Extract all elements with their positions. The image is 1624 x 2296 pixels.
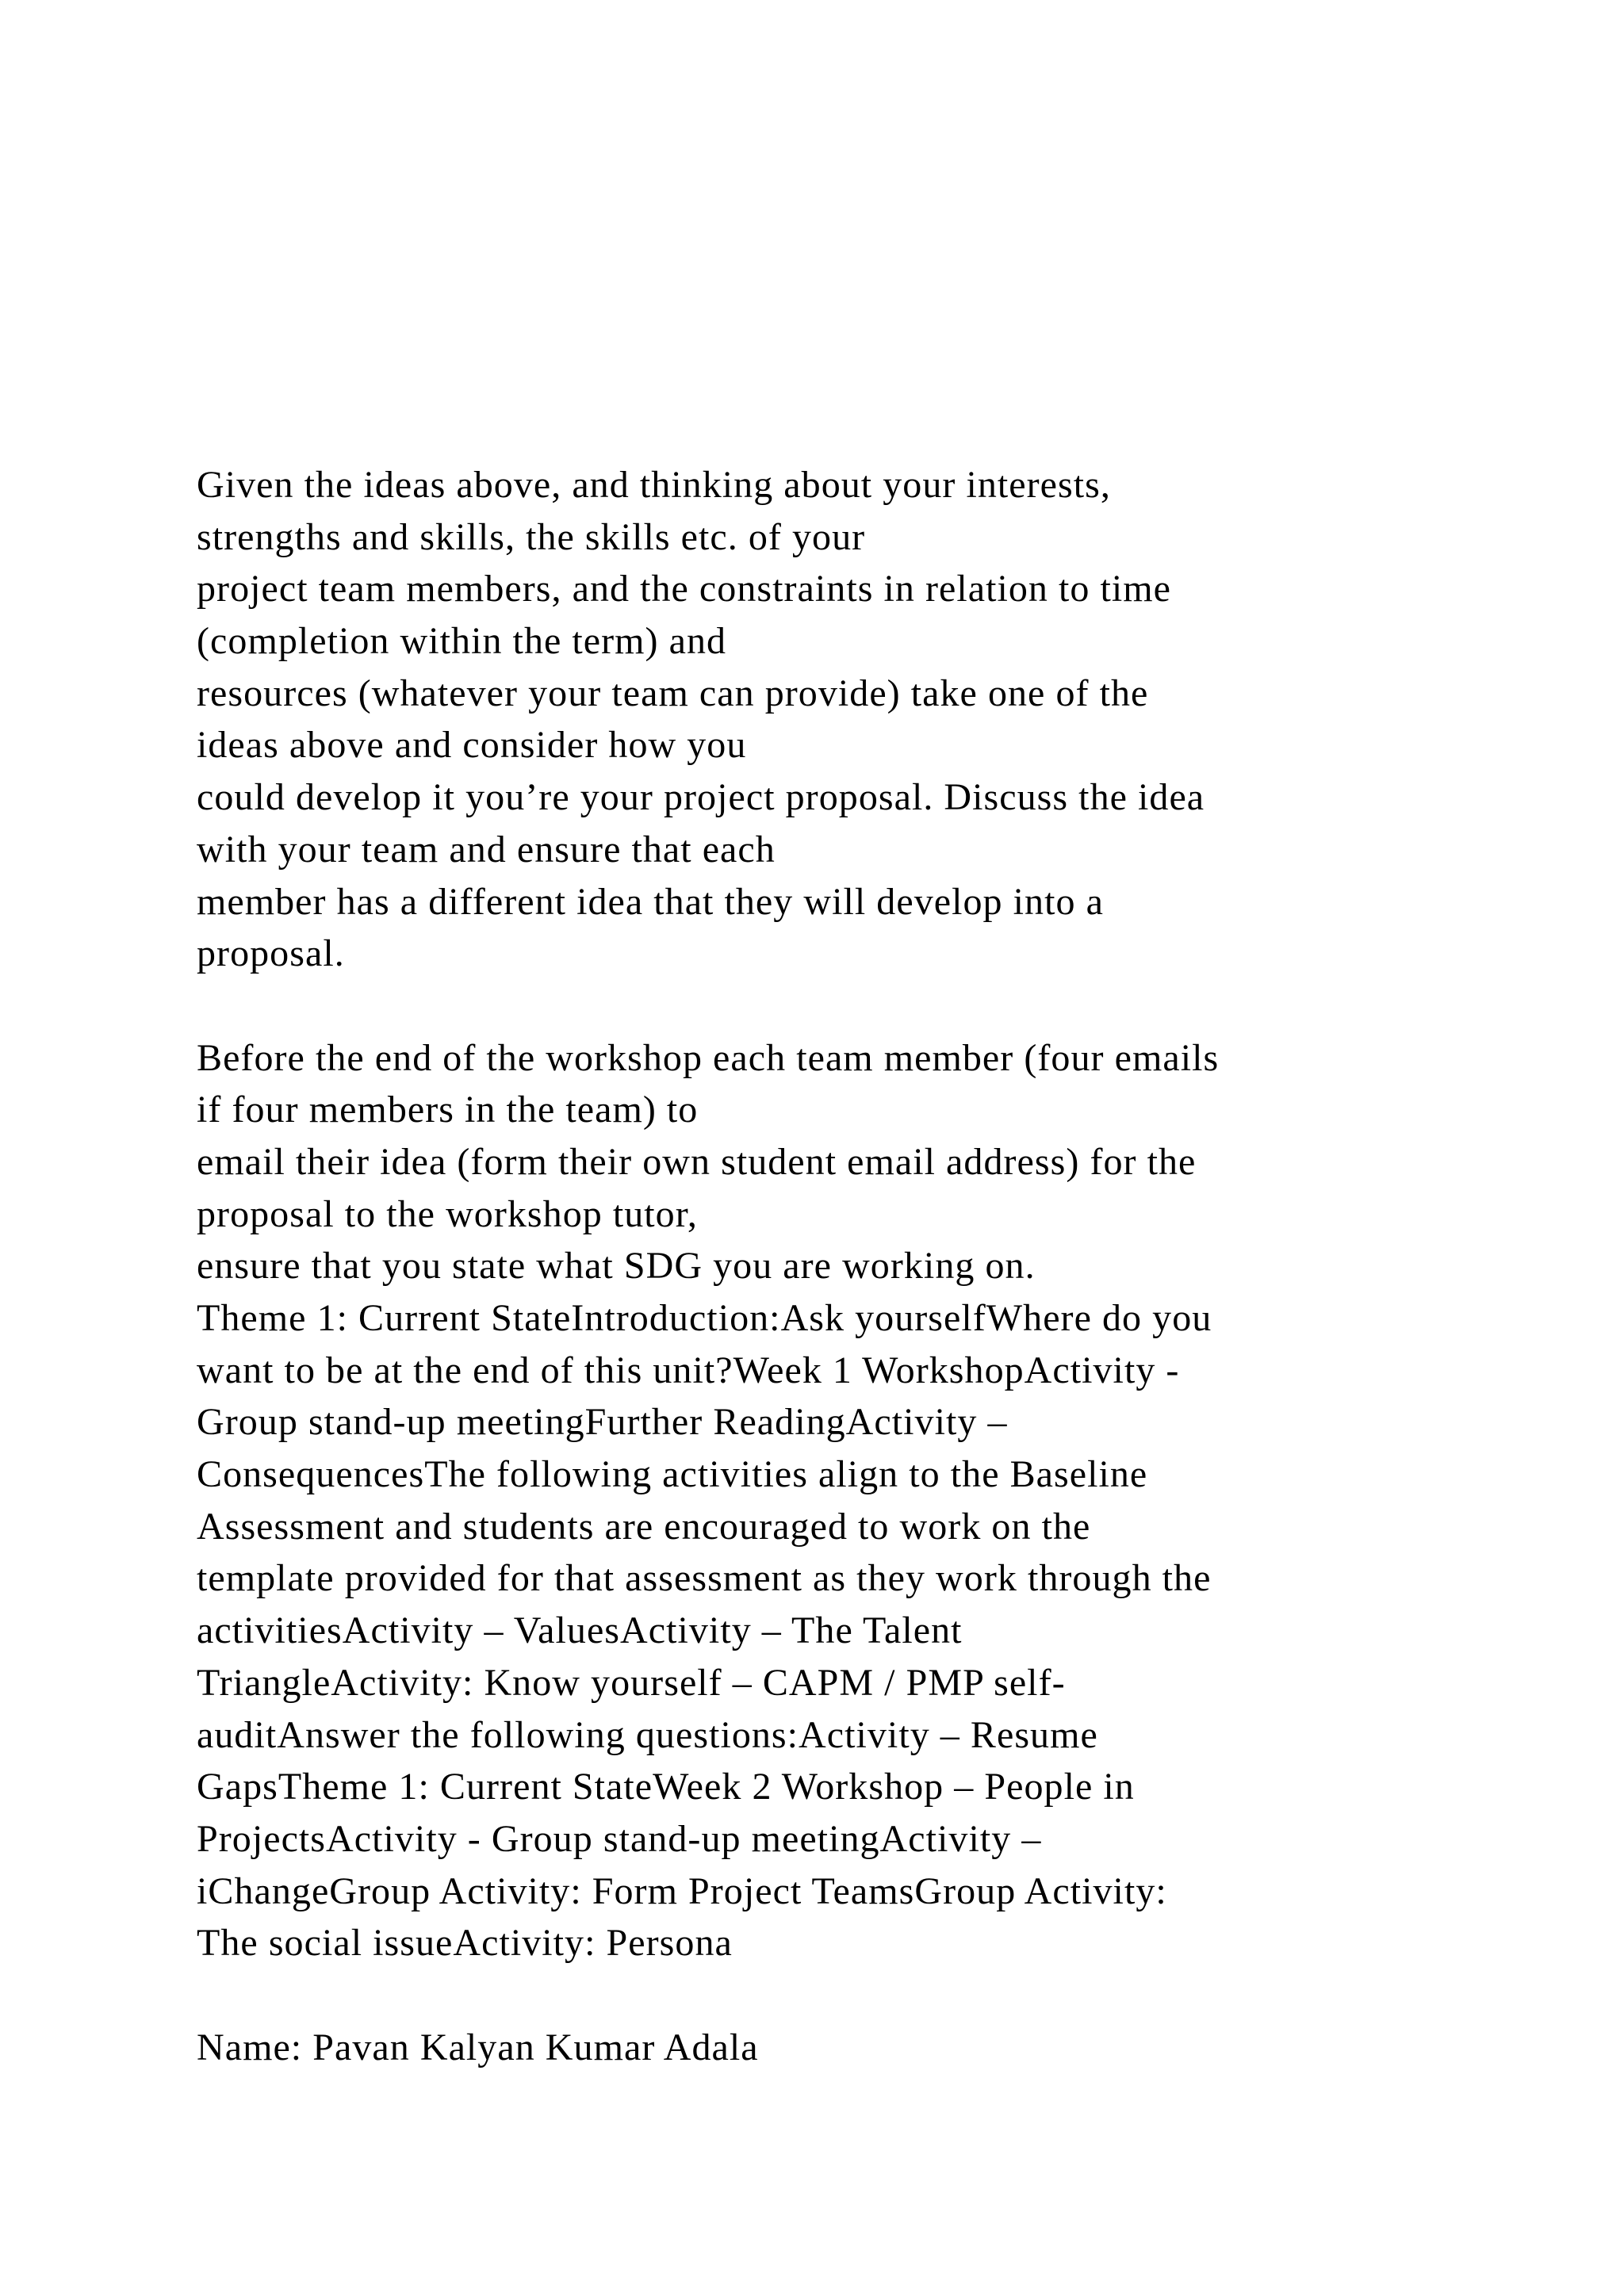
- body-line: resources (whatever your team can provide) take one of the: [197, 672, 1149, 714]
- name-line: Name: Pavan Kalyan Kumar Adala: [197, 2026, 759, 2068]
- body-line: if four members in the team) to: [197, 1089, 699, 1131]
- body-line: with your team and ensure that each: [197, 828, 776, 871]
- body-line: template provided for that assessment as they work through the: [197, 1557, 1212, 1600]
- body-line: ideas above and consider how you: [197, 724, 747, 767]
- body-line: activitiesActivity – ValuesActivity – The Talent: [197, 1609, 963, 1652]
- paragraph-gap: [197, 980, 1465, 1032]
- paragraph-gap: [197, 1969, 1465, 2022]
- body-line: proposal.: [197, 932, 345, 975]
- body-line: The social issueActivity: Persona: [197, 1922, 733, 1965]
- body-line: email their idea (form their own student email address) for the: [197, 1140, 1197, 1183]
- body-line: ensure that you state what SDG you are working on.: [197, 1245, 1036, 1288]
- body-line: proposal to the workshop tutor,: [197, 1192, 698, 1235]
- body-line: Assessment and students are encouraged to work on the: [197, 1505, 1091, 1548]
- body-line: member has a different idea that they will develop into a: [197, 880, 1104, 923]
- body-line: auditAnswer the following questions:Activity – Resume: [197, 1713, 1098, 1756]
- body-line: TriangleActivity: Know yourself – CAPM / PMP self-: [197, 1661, 1066, 1704]
- body-line: GapsTheme 1: Current StateWeek 2 Workshop – People in: [197, 1766, 1135, 1808]
- body-line: want to be at the end of this unit?Week 1 WorkshopActivity -: [197, 1349, 1180, 1391]
- document-body: [197, 459, 1465, 2073]
- body-line: Given the ideas above, and thinking about your interests,: [197, 464, 1111, 506]
- body-line: ConsequencesThe following activities align to the Baseline: [197, 1453, 1148, 1496]
- body-line: ProjectsActivity - Group stand-up meetingActivity –: [197, 1817, 1042, 1860]
- body-line: iChangeGroup Activity: Form Project TeamsGroup Activity:: [197, 1869, 1167, 1912]
- body-line: Before the end of the workshop each team member (four emails: [197, 1036, 1220, 1079]
- body-line: Theme 1: Current StateIntroduction:Ask yourselfWhere do you: [197, 1297, 1212, 1339]
- body-line: strengths and skills, the skills etc. of your: [197, 515, 866, 558]
- body-line: project team members, and the constraints in relation to time: [197, 568, 1172, 610]
- body-line: could develop it you’re your project proposal. Discuss the idea: [197, 776, 1205, 819]
- body-line: (completion within the term) and: [197, 620, 727, 663]
- body-line: Group stand-up meetingFurther ReadingActivity –: [197, 1401, 1008, 1444]
